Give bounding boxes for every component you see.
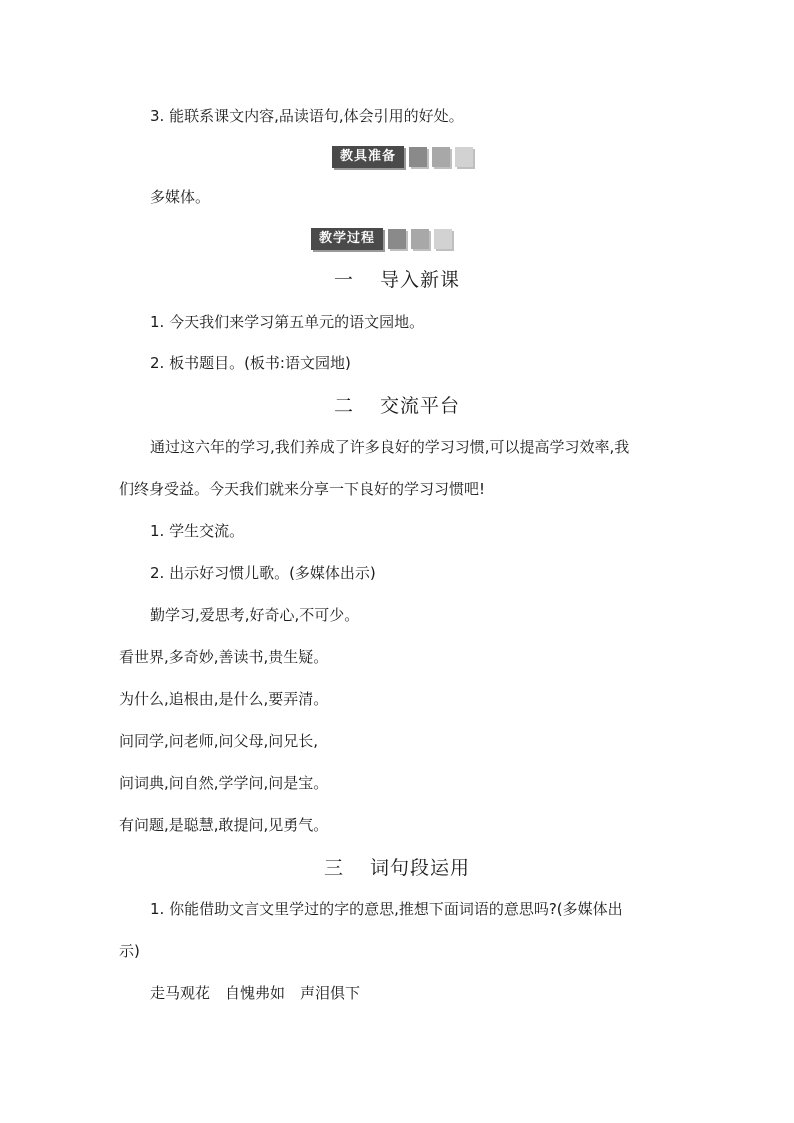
section-heading-1 xyxy=(0,268,794,292)
rhyme-line: 有问题,是聪慧,敢提问,见勇气。 xyxy=(119,816,329,834)
section-title: 词句段运用 xyxy=(370,857,471,879)
paragraph-line: 通过这六年的学习,我们养成了许多良好的学习习惯,可以提高学习效率,我 xyxy=(150,438,630,456)
section-number: 三 xyxy=(323,857,344,879)
rhyme-line: 问词典,问自然,学学问,问是宝。 xyxy=(119,774,329,792)
rhyme-line: 问同学,问老师,问父母,问兄长, xyxy=(119,732,319,750)
banner-decoration-square xyxy=(434,229,452,249)
teaching-process-banner xyxy=(311,228,452,250)
list-item: 2. 板书题目。(板书:语文园地) xyxy=(150,354,351,372)
section-number: 一 xyxy=(333,269,354,291)
teaching-process-banner-label: 教学过程 xyxy=(311,228,383,250)
rhyme-line: 勤学习,爱思考,好奇心,不可少。 xyxy=(150,606,360,624)
banner-decoration-square xyxy=(432,147,450,167)
section-title: 交流平台 xyxy=(380,395,461,417)
banner-decoration-square xyxy=(409,147,427,167)
question-line: 示) xyxy=(119,942,140,960)
rhyme-line: 为什么,追根由,是什么,要弄清。 xyxy=(119,690,329,708)
teaching-aids-banner-label: 教具准备 xyxy=(332,146,404,168)
section-title: 导入新课 xyxy=(380,269,461,291)
teaching-aids-text: 多媒体。 xyxy=(150,188,211,206)
list-item: 1. 学生交流。 xyxy=(150,522,245,540)
section-number: 二 xyxy=(333,395,354,417)
section-heading-3 xyxy=(0,856,794,880)
rhyme-line: 看世界,多奇妙,善读书,贵生疑。 xyxy=(119,648,329,666)
paragraph-line: 们终身受益。今天我们就来分享一下良好的学习习惯吧! xyxy=(119,480,486,498)
banner-decoration-square xyxy=(388,229,406,249)
question-line: 1. 你能借助文言文里学过的字的意思,推想下面词语的意思吗?(多媒体出 xyxy=(150,900,623,918)
banner-decoration-square xyxy=(455,147,473,167)
idiom-list: 走马观花 自愧弗如 声泪俱下 xyxy=(150,984,361,1002)
teaching-aids-banner xyxy=(332,146,473,168)
section-heading-2 xyxy=(0,394,794,418)
list-item: 1. 今天我们来学习第五单元的语文园地。 xyxy=(150,313,425,331)
banner-decoration-square xyxy=(411,229,429,249)
list-item: 2. 出示好习惯儿歌。(多媒体出示) xyxy=(150,564,376,582)
objective-item-3: 3. 能联系课文内容,品读语句,体会引用的好处。 xyxy=(150,107,464,125)
